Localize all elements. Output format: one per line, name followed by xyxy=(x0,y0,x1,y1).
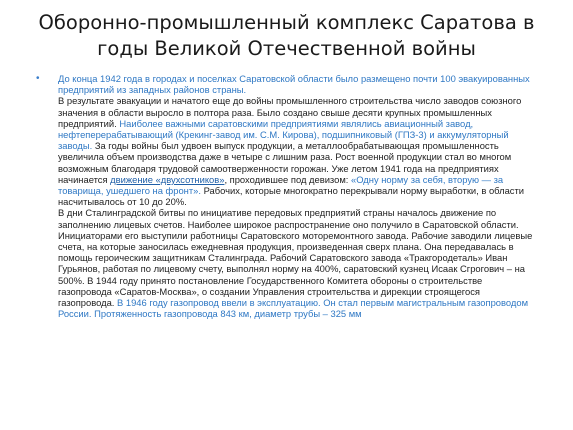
paragraph-2-highlight: Наиболее важными саратовскими предприятиями являлись авиационный завод, нефтеперерабатывающий (Крекинг-завод им. С.М. Кирова), подшипниковый (ГПЗ-3) и аккумуляторный заводы. xyxy=(58,117,509,152)
paragraph-2-end: Рабочих, которые многократно перекрывали норму выработки, в области насчитывалось от 10 до 20%. xyxy=(58,185,525,208)
paragraph-3-highlight: В 1946 году газопровод ввели в эксплуатацию. Он стал первым магистральным газопроводом России. Протяженность газопровода 843 км, диаметр трубы – 325 мм xyxy=(58,297,529,320)
paragraph-2 xyxy=(58,95,536,207)
paragraph-1 xyxy=(58,73,536,95)
dvuhsotniki-link[interactable]: движение «двухсотников» xyxy=(110,173,225,185)
paragraph-3-text: В дни Сталинградской битвы по инициативе передовых предприятий страны началось движение по заполнению лицевых счетов. Наиболее широкое распространение оно получило в Саратовской области. Инициаторами его выступили работницы Саратовского моторемонтного завода. Рабочие заводили лицевые счета, на которые заносилась ежедневная продукция, произведенная сверх плана. Она передавалась в помощь героическим защитникам Сталинграда. Рабочий Саратовского завода «Тракгородеталь» Иван Гурьянов, работая по лицевому счету, выполнял норму на 400%, саратовский кузнец Исаак Сгрогович – на 500%. В 1944 году принято постановление Государственного Комитета обороны о строительстве газопровода «Саратов-Москва», о создании Управления строительства и дирекции строящегося газопровода. xyxy=(58,207,533,309)
bullet-icon: • xyxy=(36,73,40,84)
paragraph-3 xyxy=(58,207,536,319)
paragraph-1-text: До конца 1942 года в городах и поселках Саратовской области было размещено почти 100 эвакуированных предприятий из западных районов страны. xyxy=(58,73,530,96)
paragraph-2-after-link: , проходившее под девизом: xyxy=(224,173,351,185)
title-line-2: годы Великой Отечественной войны xyxy=(97,37,476,60)
paragraph-2-rest: За годы войны был удвоен выпуск продукции, а металлообрабатывающая промышленность увеличила объем производства даже в четыре с лишним раза. Рост военной продукции стал во многом возможным благодаря трудовой самоотверженности горожан. Уже летом 1941 года на предприятиях начинается xyxy=(58,140,512,185)
paragraph-2-text: В результате эвакуации и начатого еще до войны промышленного строительства число заводов союзного значения в области выросло в полтора раза. Было создано свыше десяти крупных промышленных предприятий. xyxy=(58,95,522,129)
title-line-1: Оборонно-промышленный комплекс Саратова в xyxy=(38,11,535,34)
slide-body xyxy=(58,73,536,319)
slide-title xyxy=(30,10,543,62)
motto-quote: «Одну норму за себя, вторую — за товарища, ушедшего на фронт». xyxy=(58,173,504,197)
